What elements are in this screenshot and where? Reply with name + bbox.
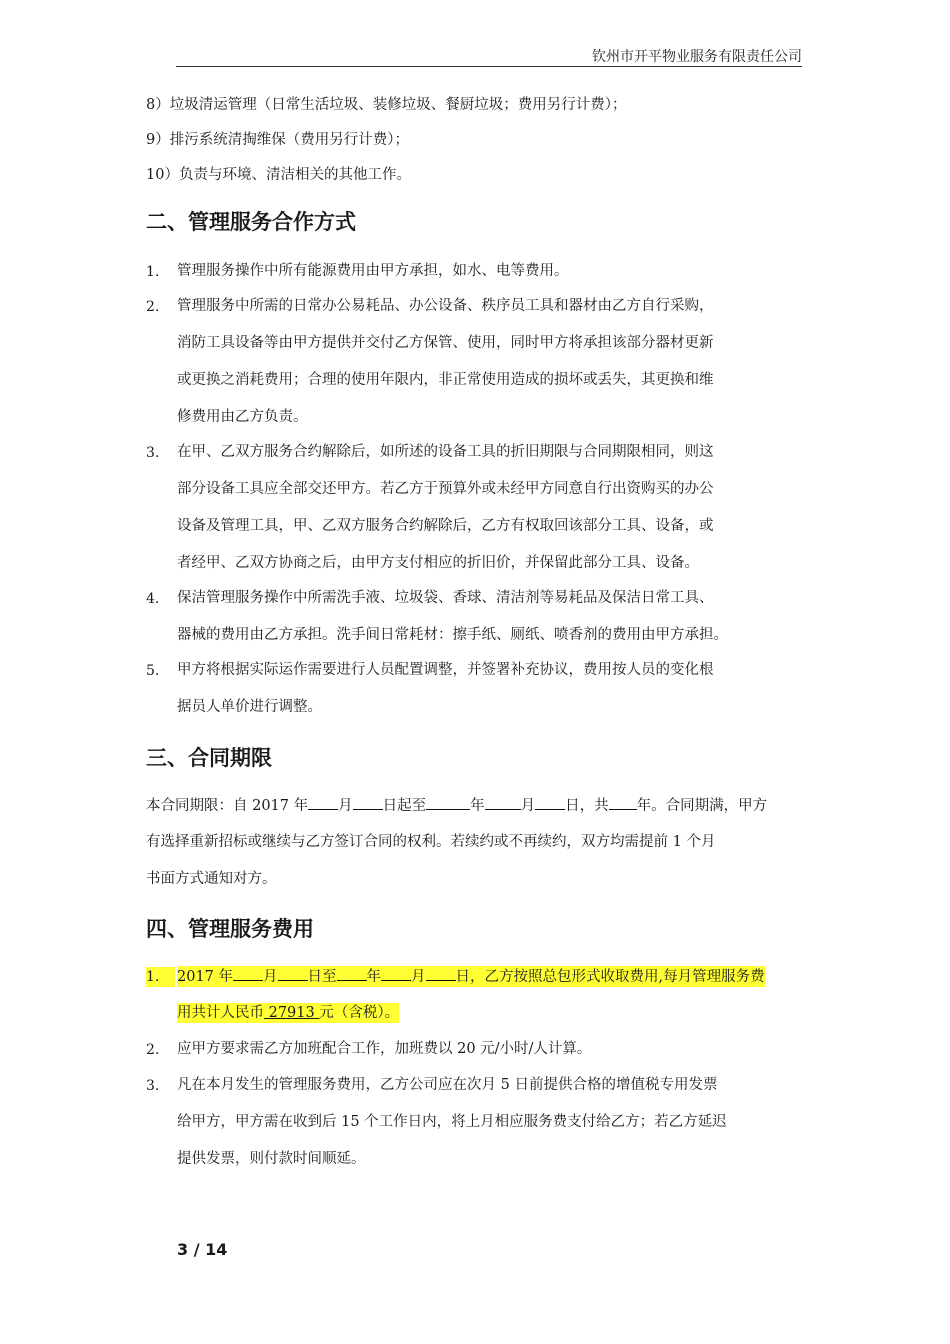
intro-item: 10）负责与环境、清洁相关的其他工作。 <box>146 167 411 183</box>
list-number: 4. <box>146 591 160 607</box>
fill-blank <box>278 966 308 981</box>
fill-blank <box>426 966 456 981</box>
intro-item: 8）垃圾清运管理（日常生活垃圾、装修垃圾、餐厨垃圾；费用另行计费）； <box>146 97 627 113</box>
list-text: 修费用由乙方负责。 <box>177 409 308 425</box>
fill-blank <box>353 795 383 810</box>
term-line <box>146 795 767 816</box>
fee-text: 日，乙方按照总包形式收取费用,每月管理服务费 <box>455 969 765 985</box>
list-number: 1. <box>146 967 175 987</box>
list-text: 甲方将根据实际运作需要进行人员配置调整，并签署补充协议，费用按人员的变化根 <box>177 662 714 678</box>
section-heading: 四、管理服务费用 <box>146 917 314 941</box>
list-text: 应甲方要求需乙方加班配合工作，加班费以 20 元/小时/人计算。 <box>177 1041 592 1057</box>
header-company: 钦州市开平物业服务有限责任公司 <box>592 49 802 65</box>
fill-blank <box>609 795 637 810</box>
list-number: 3. <box>146 1078 160 1094</box>
fill-blank <box>485 795 521 810</box>
fill-blank <box>381 966 411 981</box>
fill-blank <box>426 795 470 810</box>
fill-blank <box>233 966 263 981</box>
fee-text: 2017 年 <box>177 969 234 985</box>
term-text: 年 <box>470 798 485 814</box>
list-text: 或更换之消耗费用；合理的使用年限内，非正常使用造成的损坏或丢失，其更换和维 <box>177 372 714 388</box>
section-heading: 二、管理服务合作方式 <box>146 210 356 234</box>
section-heading: 三、合同期限 <box>146 746 272 770</box>
list-text: 消防工具设备等由甲方提供并交付乙方保管、使用，同时甲方将承担该部分器材更新 <box>177 335 714 351</box>
term-text: 日起至 <box>382 798 427 814</box>
fee-text: 月 <box>263 969 278 985</box>
term-line: 有选择重新招标或继续与乙方签订合同的权利。若续约或不再续约，双方均需提前 1 个月 <box>146 834 716 850</box>
fill-blank <box>308 795 338 810</box>
list-number: 1. <box>146 264 160 280</box>
list-number: 2. <box>146 299 160 315</box>
term-text: 日，共 <box>565 798 609 814</box>
fee-text: 月 <box>411 969 426 985</box>
fee-text: 用共计人民币 <box>177 1005 264 1021</box>
term-text: 月 <box>520 798 536 814</box>
list-text: 部分设备工具应全部交还甲方。若乙方于预算外或未经甲方同意自行出资购买的办公 <box>177 481 714 497</box>
fill-blank <box>535 795 565 810</box>
list-text: 凡在本月发生的管理服务费用，乙方公司应在次月 5 日前提供合格的增值税专用发票 <box>177 1077 718 1093</box>
fee-text: 年 <box>366 969 382 985</box>
fee-line <box>177 1003 399 1023</box>
list-number: 2. <box>146 1042 160 1058</box>
fee-line <box>177 966 765 987</box>
term-text: 月 <box>338 798 353 814</box>
header-rule <box>176 66 802 67</box>
term-text: 年。合同期满，甲方 <box>636 798 768 814</box>
list-text: 提供发票，则付款时间顺延。 <box>177 1151 366 1167</box>
page-number: 3 / 14 <box>177 1240 228 1259</box>
fee-text: 元（含税）。 <box>319 1005 400 1021</box>
fee-amount: 27913 <box>264 1005 320 1021</box>
list-text: 器械的费用由乙方承担。洗手间日常耗材：擦手纸、厕纸、喷香剂的费用由甲方承担。 <box>177 627 728 643</box>
list-number: 5. <box>146 663 160 679</box>
list-number: 3. <box>146 445 160 461</box>
fill-blank <box>337 966 367 981</box>
list-text: 给甲方，甲方需在收到后 15 个工作日内，将上月相应服务费支付给乙方；若乙方延迟 <box>177 1114 727 1130</box>
list-text: 管理服务操作中所有能源费用由甲方承担，如水、电等费用。 <box>177 263 569 279</box>
term-line: 书面方式通知对方。 <box>146 871 277 887</box>
list-text: 者经甲、乙双方协商之后，由甲方支付相应的折旧价，并保留此部分工具、设备。 <box>177 555 699 571</box>
list-text: 据员人单价进行调整。 <box>177 699 322 715</box>
list-text: 管理服务中所需的日常办公易耗品、办公设备、秩序员工具和器材由乙方自行采购， <box>177 298 714 314</box>
intro-item: 9）排污系统清掏维保（费用另行计费）； <box>146 132 409 148</box>
term-text: 本合同期限：自 2017 年 <box>146 798 309 814</box>
list-text: 设备及管理工具，甲、乙双方服务合约解除后，乙方有权取回该部分工具、设备，或 <box>177 518 714 534</box>
list-text: 在甲、乙双方服务合约解除后，如所述的设备工具的折旧期限与合同期限相同，则这 <box>177 444 714 460</box>
fee-text: 日至 <box>307 969 337 985</box>
list-text: 保洁管理服务操作中所需洗手液、垃圾袋、香球、清洁剂等易耗品及保洁日常工具、 <box>177 590 714 606</box>
